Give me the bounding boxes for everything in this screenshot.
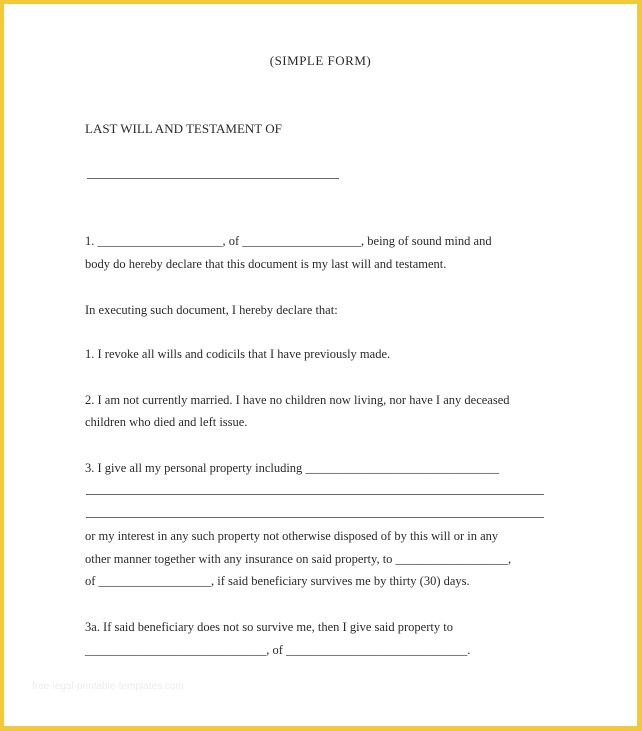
form-title: (SIMPLE FORM) <box>269 53 372 68</box>
watermark-text: free-legal-printable-templates.com <box>32 681 184 692</box>
clause-2-line-1: 2. I am not currently married. I have no children now living, nor have I any deceased <box>85 393 510 407</box>
property-blank-line-2 <box>86 494 544 495</box>
document-page <box>4 4 637 726</box>
clause-3a-line-1: 3a. If said beneficiary does not so survive me, then I give said property to <box>85 620 453 634</box>
paragraph-1-line-1: 1. ____________________, of ___________________, being of sound mind and <box>85 234 492 248</box>
clause-3-line-4: or my interest in any such property not otherwise disposed of by this will or in any <box>85 529 499 543</box>
clause-3-line-6: of __________________, if said beneficiary survives me by thirty (30) days. <box>85 574 470 588</box>
clause-1: 1. I revoke all wills and codicils that I have previously made. <box>85 347 391 361</box>
will-heading: LAST WILL AND TESTAMENT OF <box>85 121 282 136</box>
property-blank-line-3 <box>86 517 544 518</box>
testator-name-line <box>87 178 339 179</box>
clause-3-line-5: other manner together with any insurance on said property, to __________________, <box>85 552 512 566</box>
paragraph-1-line-2: body do hereby declare that this document is my last will and testament. <box>85 257 447 271</box>
clause-3a-line-2: _____________________________, of _____________________________. <box>85 643 471 657</box>
paragraph-2: In executing such document, I hereby declare that: <box>85 303 338 317</box>
clause-2-line-2: children who died and left issue. <box>85 415 248 429</box>
clause-3-line-1: 3. I give all my personal property including _______________________________ <box>85 461 500 475</box>
